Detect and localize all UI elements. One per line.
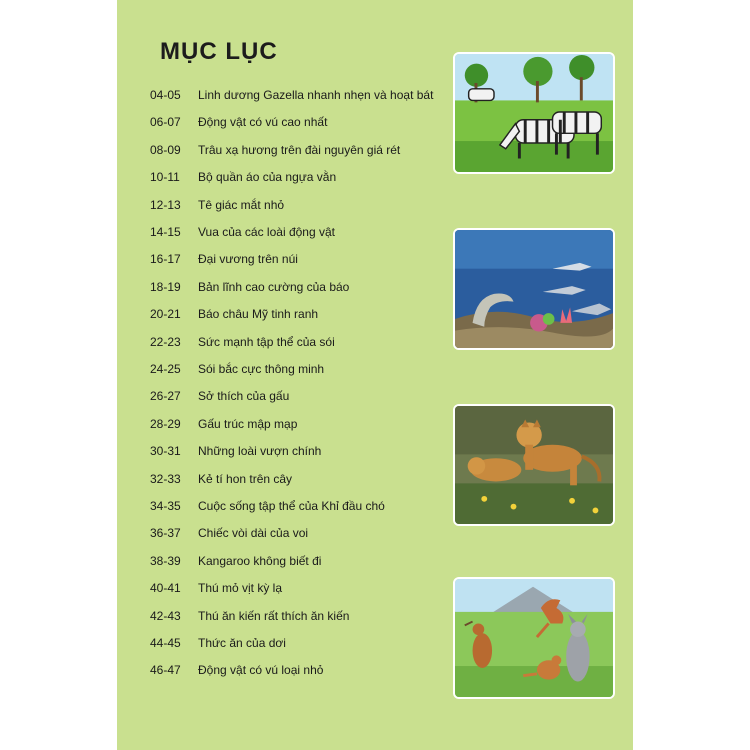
toc-title: Bản lĩnh cao cường của báo (198, 279, 350, 294)
toc-row (150, 499, 385, 517)
toc-title: Linh dương Gazella nhanh nhẹn và hoạt bát (198, 88, 434, 102)
ocean-illustration (453, 228, 615, 350)
toc-pages: 06-07 (150, 115, 181, 130)
toc-pages: 20-21 (150, 307, 181, 322)
toc-title: Bộ quần áo của ngựa vằn (198, 170, 337, 185)
toc-pages: 38-39 (150, 553, 181, 568)
toc-title: Sở thích của gấu (198, 389, 290, 404)
toc-row (150, 472, 292, 490)
toc-pages: 44-45 (150, 636, 181, 650)
toc-row (150, 225, 335, 243)
toc-row (150, 143, 400, 161)
toc-pages: 22-23 (150, 334, 181, 349)
zebra-illustration (453, 52, 615, 174)
toc-title: Thú mỏ vịt kỳ lạ (198, 581, 283, 596)
toc-row (150, 307, 318, 325)
toc-row (150, 663, 323, 681)
toc-title: Vua của các loài động vật (198, 225, 335, 239)
lion-cubs-illustration (453, 404, 615, 526)
toc-row (150, 581, 282, 599)
toc-row (150, 636, 286, 654)
toc-title: Động vật có vú loại nhỏ (198, 663, 324, 678)
toc-pages: 10-11 (150, 170, 180, 185)
toc-row (150, 280, 349, 298)
toc-row (150, 252, 298, 270)
toc-pages: 08-09 (150, 142, 181, 157)
toc-pages: 28-29 (150, 416, 181, 431)
toc-pages: 34-35 (150, 499, 181, 513)
toc-row (150, 198, 284, 216)
toc-pages: 46-47 (150, 663, 181, 678)
toc-pages: 12-13 (150, 197, 181, 212)
toc-pages: 14-15 (150, 225, 181, 239)
toc-title: Thú ăn kiến rất thích ăn kiến (198, 608, 350, 623)
toc-title: Báo châu Mỹ tinh ranh (198, 307, 319, 322)
toc-title: Thức ăn của dơi (198, 636, 286, 650)
toc-title: Những loài vượn chính (198, 444, 322, 459)
kangaroo-illustration (453, 577, 615, 699)
toc-pages: 30-31 (150, 444, 181, 459)
page-title: MỤC LỤC (160, 38, 278, 65)
toc-row (150, 115, 327, 133)
toc-row (150, 444, 321, 462)
toc-pages: 26-27 (150, 389, 181, 404)
toc-pages: 24-25 (150, 362, 181, 376)
toc-title: Sức mạnh tập thể của sói (198, 334, 335, 349)
toc-title: Kẻ tí hon trên cây (198, 471, 293, 486)
toc-pages: 36-37 (150, 526, 181, 541)
toc-pages: 42-43 (150, 608, 181, 623)
toc-row (150, 526, 308, 544)
toc-row (150, 88, 433, 106)
toc-row (150, 335, 335, 353)
toc-pages: 18-19 (150, 279, 181, 294)
toc-pages: 32-33 (150, 471, 181, 486)
toc-row (150, 362, 324, 380)
toc-row (150, 389, 289, 407)
toc-title: Chiếc vòi dài của voi (198, 526, 309, 541)
toc-row (150, 609, 349, 627)
toc-pages: 40-41 (150, 581, 181, 596)
toc-title: Kangaroo không biết đi (198, 553, 322, 568)
toc-title: Tê giác mắt nhỏ (198, 197, 285, 212)
toc-title: Sói bắc cực thông minh (198, 362, 325, 376)
toc-title: Trâu xạ hương trên đài nguyên giá rét (198, 142, 401, 157)
toc-title: Đại vương trên núi (198, 252, 298, 267)
toc-title: Gấu trúc mập mạp (198, 416, 298, 431)
toc-row (150, 417, 297, 435)
toc-title: Động vật có vú cao nhất (198, 115, 328, 130)
toc-row (150, 554, 321, 572)
toc-pages: 16-17 (150, 252, 181, 267)
toc-pages: 04-05 (150, 88, 181, 102)
toc-title: Cuộc sống tập thể của Khỉ đầu chó (198, 499, 385, 513)
toc-row (150, 170, 336, 188)
